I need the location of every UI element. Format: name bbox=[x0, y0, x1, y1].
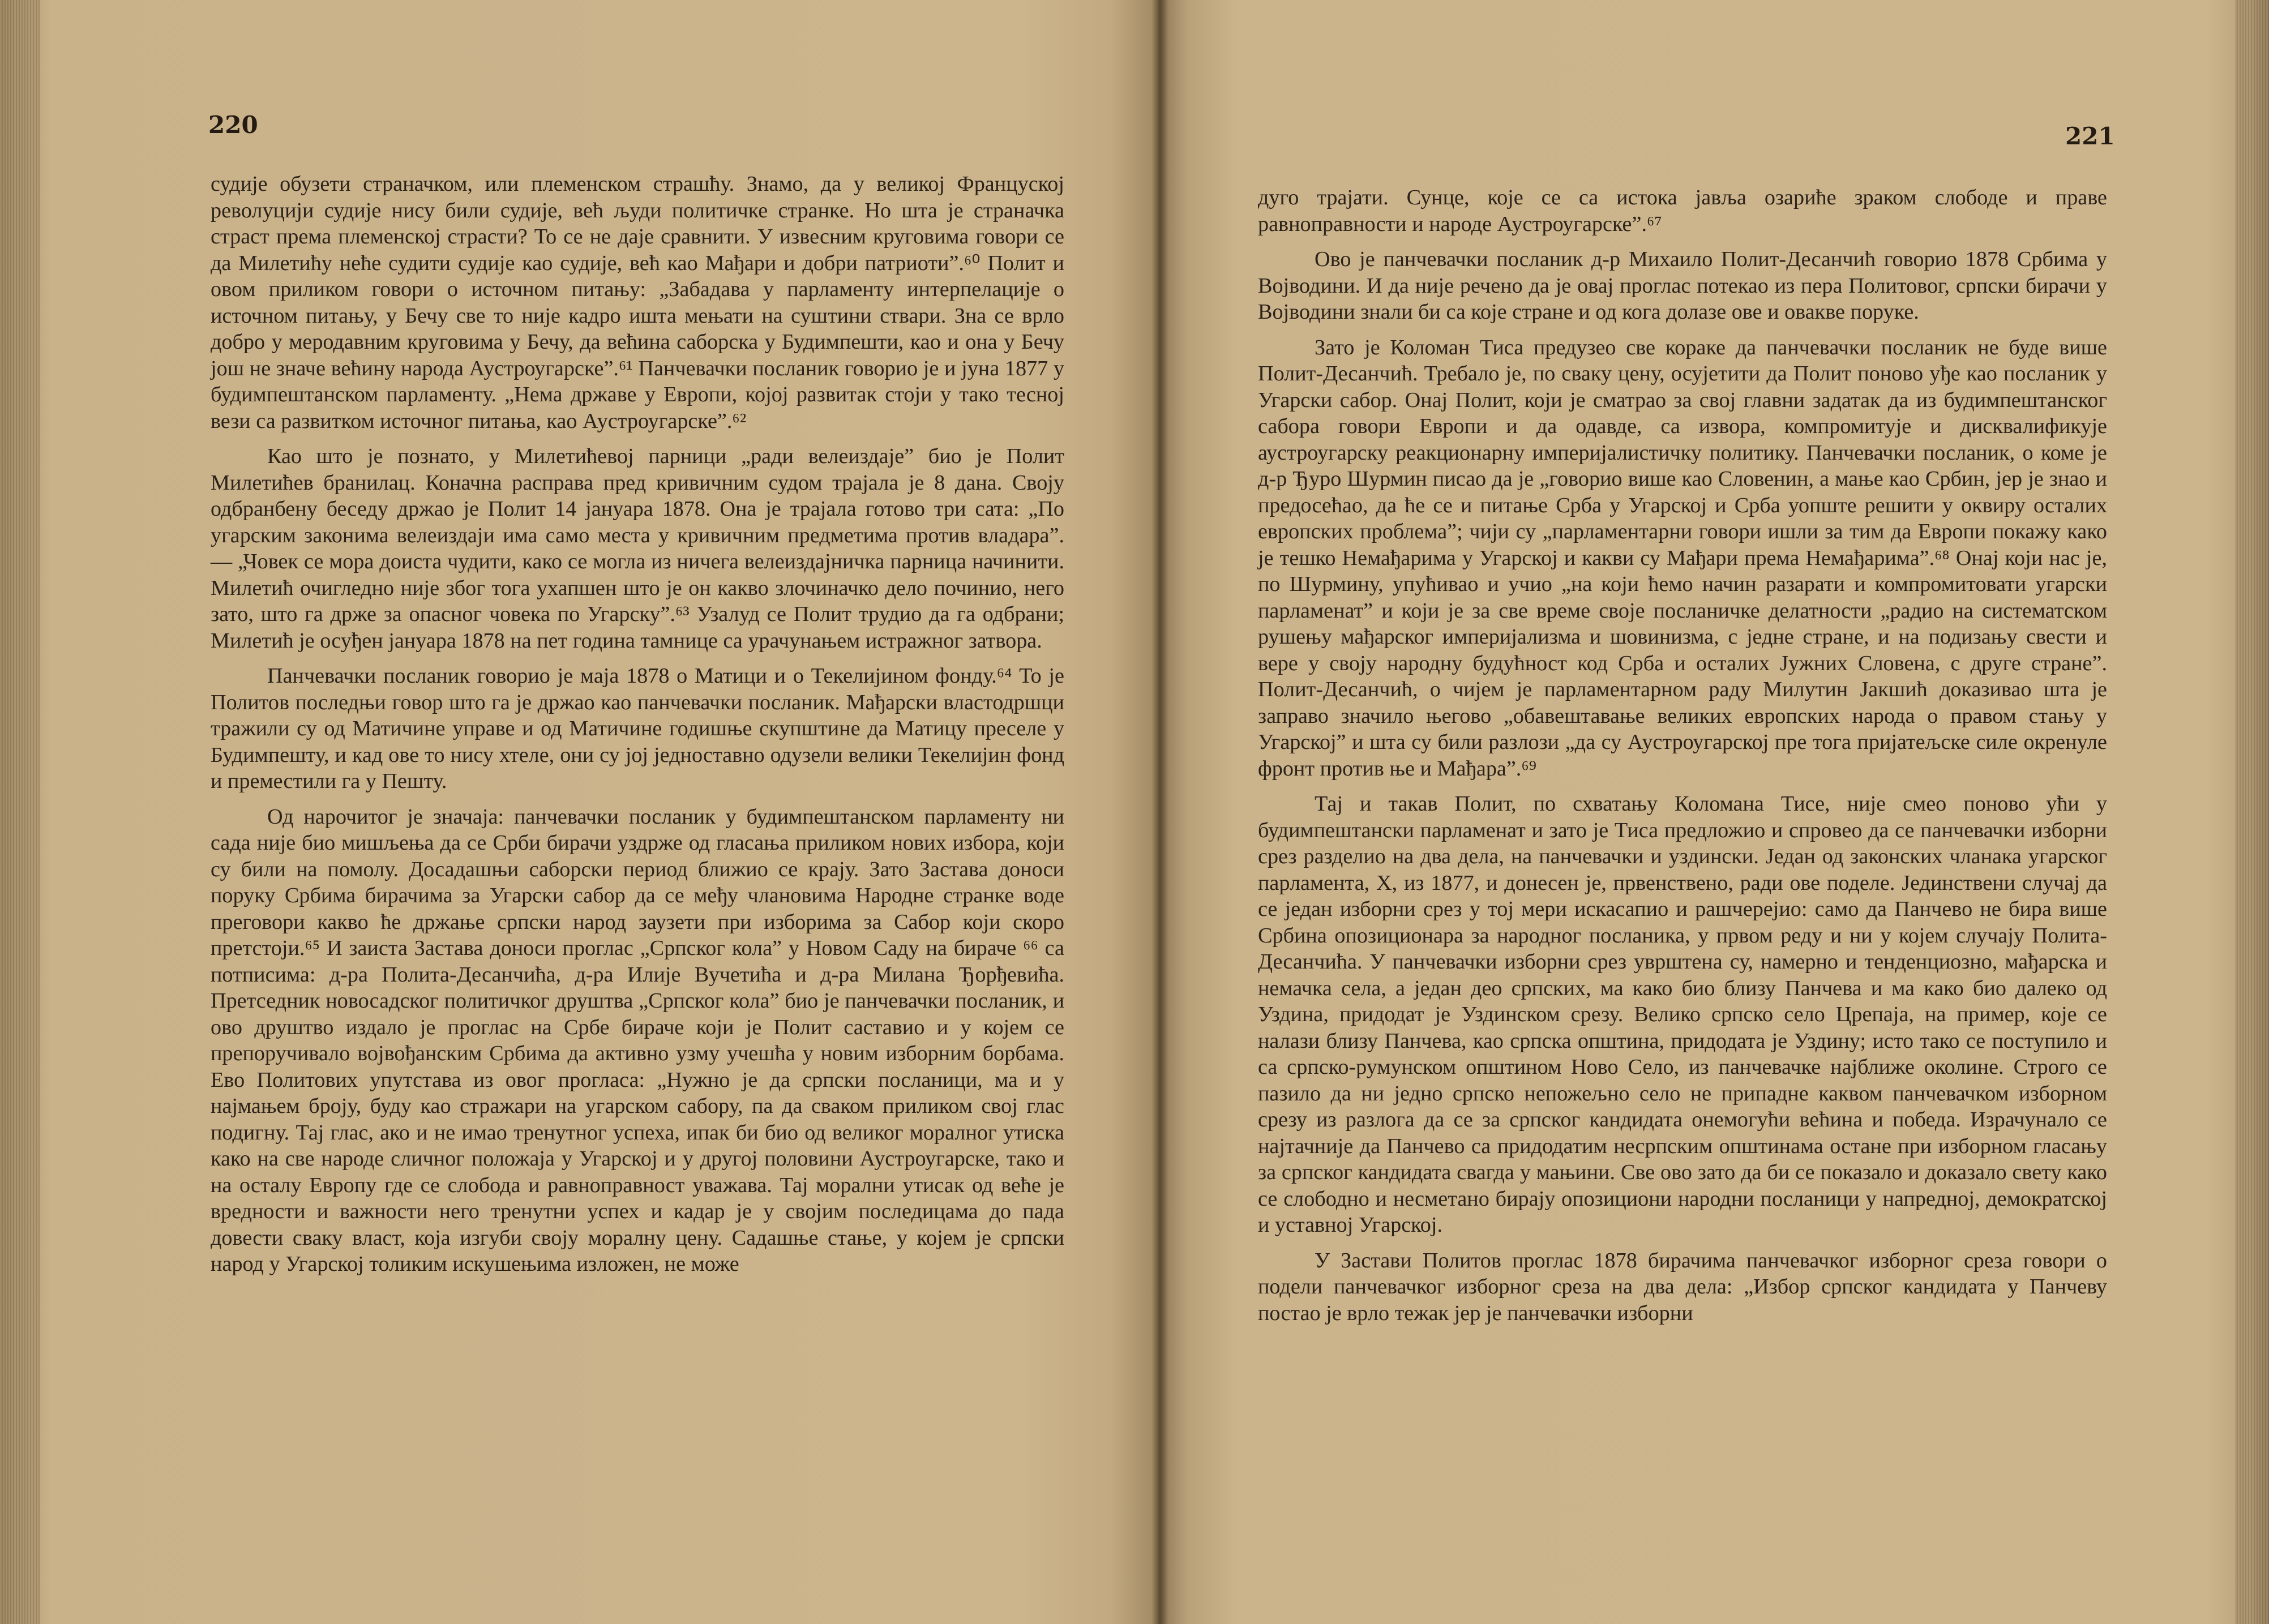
paragraph: Зато је Коломан Тиса предузео све кораке да панчевачки посланик не буде више Полит-Десанчић. Требало је, по сваку цену, осујетити да Полит поново уђе као посланик у Угарски сабор. Онај Полит, који је сматрао за свој главни задатак да из будимпештанског сабора говори Европи и да одавде, са извора, компромитује и дисквалификује аустроугарску реакционарну империјалистичку политику. Панчевачки посланик, о коме је д-р Ђуро Шурмин писао да је „говорио више као Словенин, а мање као Србин, јер је знао и предосећао, да ће се и питање Срба у Угарској и Срба уопште решити у оквиру осталих европских проблема”; чији су „парламентарни говори ишли за тим да Европи покажу како је тешко Немађарима у Угарској и какви су Мађари према Немађарима”.⁶⁸ Онај који нас је, по Шурмину, упућивао и учио „на који ћемо начин разарати и компромитовати угарски парламенат” и који је за све време своје посланичке делатности „радио на систематском рушењу мађарског империјализма и шовинизма, с једне стране, и на подизању свести и вере у своју народну будућност код Срба и осталих Јужних Словена, с друге стране”. Полит-Десанчић, о чијем је парламентарном раду Милутин Јакшић доказивао шта је заправо значило његово „обавештавање великих европских народа о правом стању у Угарској” и шта су били разлози „да су Аустроугарској пре тога пријатељске силе окренуле фронт против ње и Мађара”.⁶⁹ bbox=[1258, 335, 2107, 781]
page-number-left: 220 bbox=[208, 111, 258, 139]
paragraph: Као што је познато, у Милетићевој парници „ради велеиздаје” био је Полит Милетићев бранилац. Коначна расправа пред кривичним судом трајала је 8 дана. Своју одбранбену беседу држао је Полит 14 јануара 1878. Она је трајала готово три сата: „По угарским законима велеиздаји има само места у кривичним предметима против владара”. — „Човек се мора доиста чудити, како се могла из ничега велеиздајничка парница начинити. Милетић очигледно није због тога ухапшен што је он какво злочиначко дело починио, него зато, што га држе за опасног човека по Угарску”.⁶³ Узалуд се Полит трудио да га одбрани; Милетић је осуђен јануара 1878 на пет година тамнице са урачунањем истражног затвора. bbox=[211, 444, 1064, 653]
right-page-text bbox=[1258, 185, 2107, 1326]
page-edge-right bbox=[2235, 0, 2269, 1624]
paragraph: У Застави Политов проглас 1878 бирачима панчевачког изборног среза говори о подели панчевачког изборног среза на два дела: „Избор српског кандидата у Панчеву постао је врло тежак јер је панчевачки изборни bbox=[1258, 1248, 2107, 1325]
paragraph: Од нарочитог је значаја: панчевачки посланик у будимпештанском парламенту ни сада није био мишљења да се Срби бирачи уздрже од гласања приликом нових избора, који су били на помолу. Досадашњи саборски период ближио се крају. Зато Застава доноси поруку Србима бирачима за Угарски сабор да се међу члановима Народне странке воде преговори какво ће држање српски народ заузети при изборима за Сабор који скоро претстоји.⁶⁵ И заиста Застава доноси проглас „Српског кола” у Новом Саду на бираче ⁶⁶ са потписима: д-ра Полита-Десанчића, д-ра Илије Вучетића и д-ра Милана Ђорђевића. Претседник новосадског политичког друштва „Српског кола” био је панчевачки посланик, и ово друштво издало је проглас на Србе бираче који је Полит саставио и у којем се препоручивало војвођанским Србима да активно узму учешћа у новим изборним борбама. Ево Политових упутстава из овог прогласа: „Нужно је да српски посланици, ма и у најмањем броју, буду као стражари на угарском сабору, па да сваком приликом свој глас подигну. Тај глас, ако и не имао тренутног успеха, ипак би био од великог моралног утиска како на све народе сличног положаја у Угарској и у другој половини Аустроугарске, тако и на осталу Европу где се слобода и равноправност уважава. Тај морални утисак од веће је вредности и важности него тренутни успех и кадар је у својим последицама до пада довести сваку власт, која изгуби своју моралну цену. Садашње стање, у којем је српски народ у Угарској толиким искушењима изложен, не може bbox=[211, 804, 1064, 1276]
paragraph: Тај и такав Полит, по схватању Коломана Тисе, није смео поново ући у будимпештански парламенат и зато је Тиса предложио и спровео да се панчевачки изборни срез разделио на два дела, на панчевачки и уздински. Један од законских чланака угарског парламента, X, из 1877, и донесен је, првенствено, ради ове поделе. Јединствени случај да се један изборни срез у тој мери искасапио и рашчерејио: само да Панчево не бира више Србина опозиционара за народног посланика, у првом реду и ни у којем случају Полита-Десанчића. У панчевачки изборни срез уврштена су, намерно и тенденциозно, мађарска и немачка села, а један део српских, ма како био близу Панчева и ма како био далеко од Уздина, придодат је Уздинском срезу. Велико српско село Црепаја, на пример, које се налази близу Панчева, као српска општина, придодата је Уздину; исто тако се поступило и са српско-румунском општином Ново Село, из панчевачке најближе околине. Строго се пазило да ни једно српско непожељно село не припадне каквом панчевачком изборном срезу из разлога да се за српског кандидата онемогући већина и победа. Израчунало се најтачније да Панчево са придодатим несрпским општинама остане при изборном гласању за српског кандидата свагда у мањини. Све ово зато да би се показало и доказало свету како се слободно и несметано бирају опозициони народни посланици у напредној, демократској и уставној Угарској. bbox=[1258, 792, 2107, 1237]
page-number-right: 221 bbox=[2065, 122, 2115, 150]
paragraph: судије обузети страначком, или племенском страшћу. Знамо, да у великој Француској револуцији судије нису били судије, већ људи политичке странке. Но шта је страначка страст према племенској страсти? То се не даје сравнити. У извесним круговима говори се да Милетићу неће судити судије као судије, већ као Мађари и добри патриоти”.⁶⁰ Полит и овом приликом говори о источном питању: „Забадава у парламенту интерпелације о источном питању, у Бечу све то није кадро ишта мењати на суштини ствари. Зна се врло добро у меродавним круговима у Бечу, да већина саборска у Будимпешти, као и она у Бечу још не значе већину народа Аустроугарске”.⁶¹ Панчевачки посланик говорио је и јуна 1877 у будимпештанском парламенту. „Нема државе у Европи, којој развитак стоји у тако тесној вези са развитком источног питања, као Аустроугарске”.⁶² bbox=[211, 172, 1064, 433]
page-edge-left bbox=[0, 0, 40, 1624]
paragraph: Ово је панчевачки посланик д-р Михаило Полит-Десанчић говорио 1878 Србима у Војводини. И да није речено да је овај проглас потекао из пера Политовог, српски бирачи у Војводини знали би са које стране и од кога долазе ове и овакве поруке. bbox=[1258, 247, 2107, 324]
paragraph: дуго трајати. Сунце, које се са истока јавља озариће зраком слободе и праве равноправности и народе Аустроугарске”.⁶⁷ bbox=[1258, 186, 2107, 236]
book-gutter bbox=[1151, 0, 1168, 1624]
paragraph: Панчевачки посланик говорио је маја 1878 о Матици и о Текелијином фонду.⁶⁴ То је Политов последњи говор што га је држао као панчевачки посланик. Мађарски властодршци тражили су од Матичине управе и од Матичине годишње скупштине да Матицу преселе у Будимпешту, и кад ове то нису хтеле, они су јој једноставно одузели велики Текелијин фонд и преместили га у Пешту. bbox=[211, 664, 1064, 793]
left-page-text bbox=[211, 171, 1064, 1278]
